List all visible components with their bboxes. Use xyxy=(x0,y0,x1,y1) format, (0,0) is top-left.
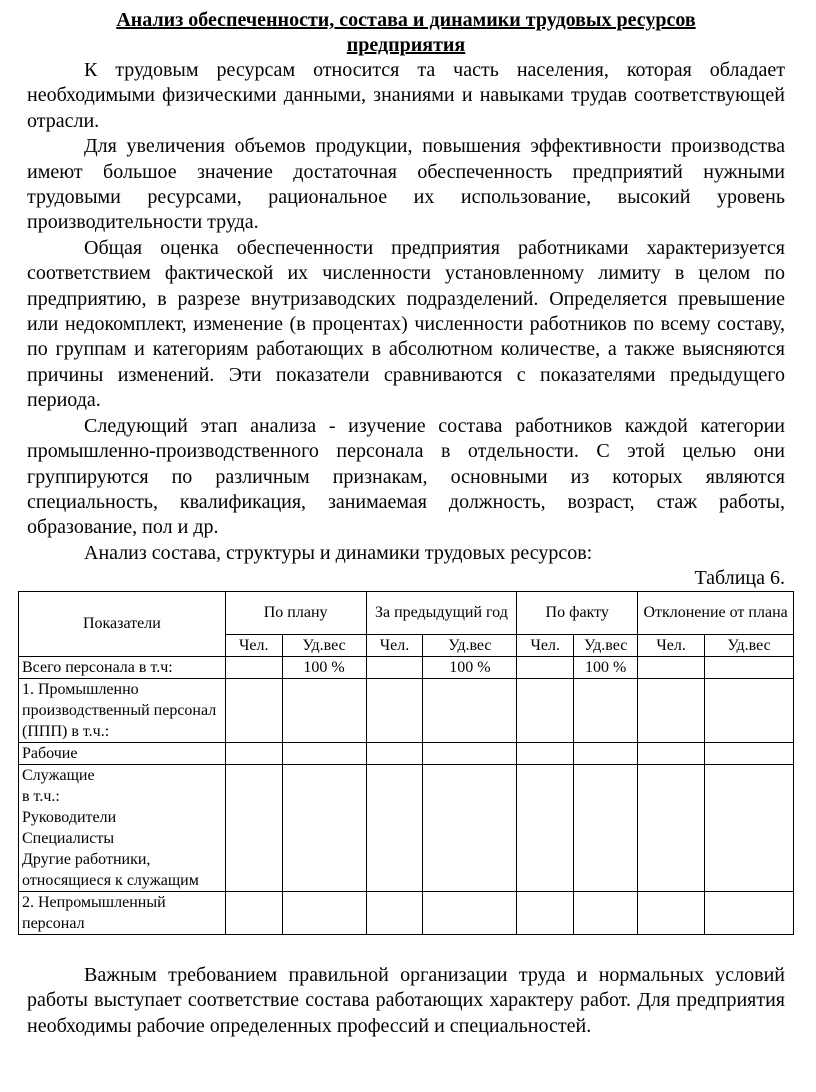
table-cell xyxy=(225,678,282,742)
header-group-deviation: Отклонение от плана xyxy=(638,591,794,634)
table-header-row-1 xyxy=(19,591,794,634)
table-cell xyxy=(517,678,574,742)
table-row xyxy=(19,764,794,891)
subheader-cell: Чел. xyxy=(638,634,705,656)
table-cell xyxy=(705,891,794,934)
table-cell xyxy=(574,891,638,934)
row-label: 1. Промышленно производственный персонал (ППП) в т.ч.: xyxy=(19,678,226,742)
table-caption: Анализ состава, структуры и динамики трудовых ресурсов: xyxy=(84,541,593,564)
header-group-plan: По плану xyxy=(225,591,366,634)
subheader-cell: Чел. xyxy=(517,634,574,656)
workforce-table xyxy=(18,591,794,935)
table-cell xyxy=(574,764,638,891)
table-cell xyxy=(423,764,517,891)
row-label: Рабочие xyxy=(19,742,226,764)
table-cell xyxy=(282,678,366,742)
table-cell xyxy=(423,891,517,934)
header-group-actual: По факту xyxy=(517,591,638,634)
table-cell xyxy=(366,656,423,678)
table-cell xyxy=(517,742,574,764)
paragraph-1: К трудовым ресурсам относится та часть населения, которая обладает необходимыми физическими данными, знаниями и навыками трудав соответствующей отрасли. xyxy=(27,59,785,132)
subheader-cell: Уд.вес xyxy=(423,634,517,656)
paragraph-4: Следующий этап анализа - изучение состава работников каждой категории промышленно-производственного персонала в отдельности. С этой целью они группируются по различным признакам, основными из которых являются специальность, квалификация, занимаемая должность, возраст, стаж работы, образование, пол и др. xyxy=(27,414,785,539)
table-cell xyxy=(282,764,366,891)
table-cell xyxy=(517,764,574,891)
table-cell: 100 % xyxy=(282,656,366,678)
table-cell xyxy=(282,891,366,934)
row-label: 2. Непромышленный персонал xyxy=(19,891,226,934)
paragraph-3: Общая оценка обеспеченности предприятия работниками характеризуется соответствием фактической их численности установленному лимиту в целом по предприятию, в разрезе внутризаводских подразделений. Определяется превышение или недокомплект, изменение (в процентах) численности работников по всему составу, по группам и категориям работающих в абсолютном количестве, а также выясняются причины изменений. Эти показатели сравниваются с показателями предыдущего периода. xyxy=(27,236,785,412)
table-row xyxy=(19,656,794,678)
subheader-cell: Чел. xyxy=(366,634,423,656)
subheader-cell: Уд.вес xyxy=(705,634,794,656)
table-cell xyxy=(574,678,638,742)
table-cell xyxy=(366,678,423,742)
table-cell: 100 % xyxy=(574,656,638,678)
table-cell xyxy=(638,891,705,934)
title-line-1: Анализ обеспеченности, состава и динамики трудовых ресурсов xyxy=(116,9,696,31)
table-cell xyxy=(517,656,574,678)
table-cell xyxy=(225,891,282,934)
table-cell xyxy=(705,742,794,764)
table-row xyxy=(19,678,794,742)
table-row xyxy=(19,742,794,764)
table-cell xyxy=(225,656,282,678)
document-title xyxy=(27,8,785,58)
table-cell xyxy=(225,764,282,891)
header-indicators: Показатели xyxy=(19,591,226,656)
table-cell: 100 % xyxy=(423,656,517,678)
table-cell xyxy=(282,742,366,764)
table-row xyxy=(19,891,794,934)
table-cell xyxy=(366,891,423,934)
table-cell xyxy=(366,742,423,764)
table-cell xyxy=(638,764,705,891)
table-cell xyxy=(225,742,282,764)
subheader-cell: Уд.вес xyxy=(574,634,638,656)
title-line-2: предприятия xyxy=(346,34,466,56)
table-cell xyxy=(574,742,638,764)
table-cell xyxy=(638,742,705,764)
header-group-previous-year: За предыдущий год xyxy=(366,591,517,634)
table-cell xyxy=(705,678,794,742)
subheader-cell: Уд.вес xyxy=(282,634,366,656)
table-cell xyxy=(517,891,574,934)
closing-paragraph: Важным требованием правильной организации труда и нормальных условий работы выступает соответствие состава работающих характеру работ. Для предприятия необходимы рабочие определенных профессий и специальностей. xyxy=(27,963,785,1037)
table-cell xyxy=(423,678,517,742)
document-page xyxy=(22,8,788,1039)
row-label: Служащие в т.ч.: Руководители Специалисты Другие работники, относящиеся к служащим xyxy=(19,764,226,891)
table-cell xyxy=(366,764,423,891)
table-cell xyxy=(638,656,705,678)
row-label: Всего персонала в т.ч: xyxy=(19,656,226,678)
paragraph-2: Для увеличения объемов продукции, повышения эффективности производства имеют большое значение достаточная обеспеченность предприятий нужными трудовыми ресурсами, рациональное их использование, высокий уровень производительности труда. xyxy=(27,135,785,234)
table-cell xyxy=(705,764,794,891)
table-cell xyxy=(638,678,705,742)
subheader-cell: Чел. xyxy=(225,634,282,656)
table-cell xyxy=(705,656,794,678)
table-label: Таблица 6. xyxy=(694,566,785,589)
table-cell xyxy=(423,742,517,764)
